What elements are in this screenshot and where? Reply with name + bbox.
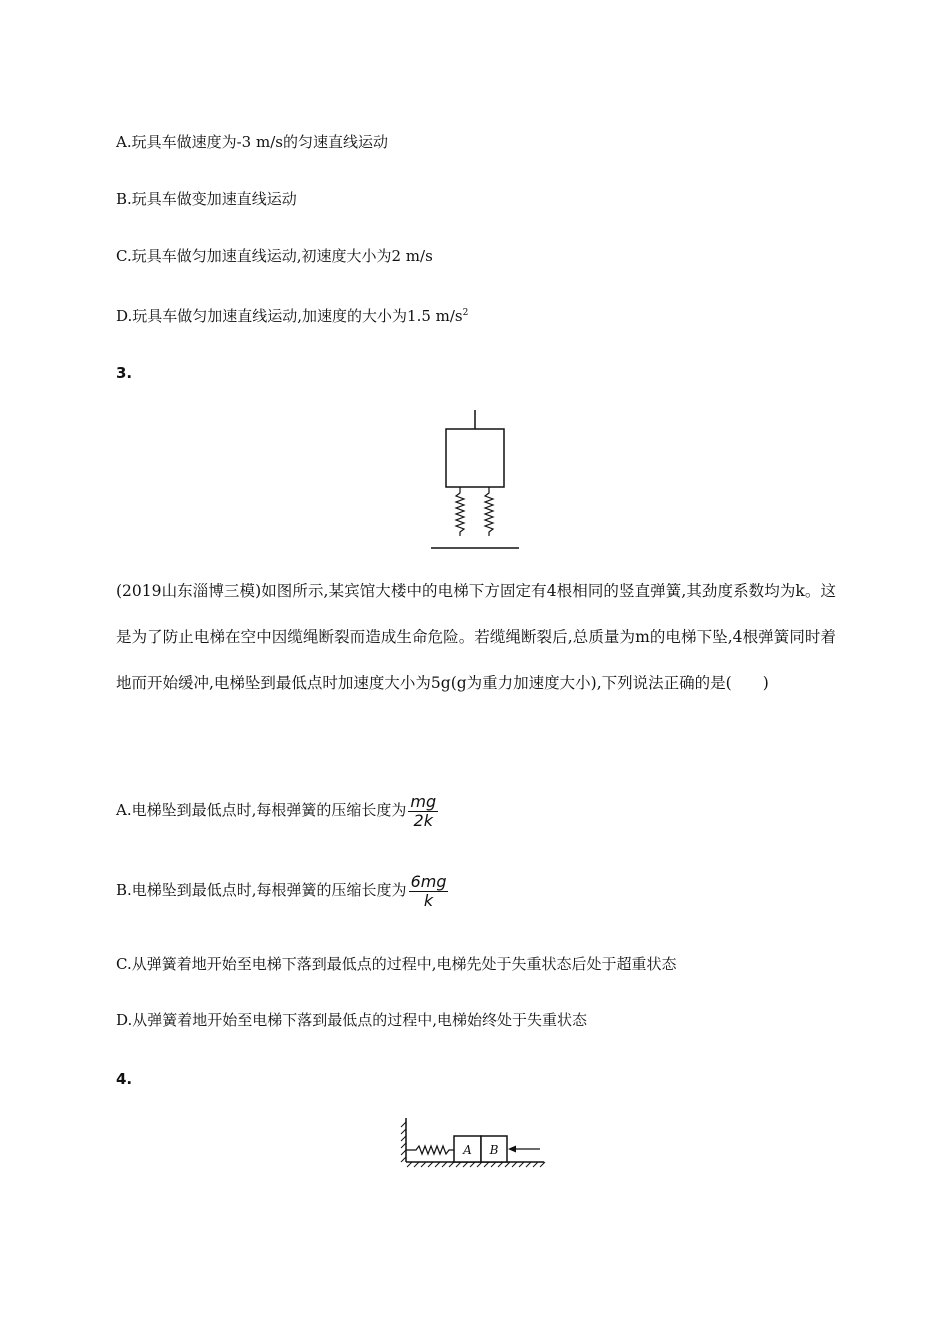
force-arrow-head [508, 1146, 516, 1153]
q2-option-b: B.玩具车做变加速直线运动 [116, 190, 297, 208]
block-b-label: B [489, 1143, 499, 1157]
fraction-numerator: mg [410, 791, 437, 811]
q2-option-d [116, 303, 468, 326]
elevator-car [446, 429, 504, 487]
q3-option-c: C.从弹簧着地开始至电梯下落到最低点的过程中,电梯先处于失重状态后处于超重状态 [116, 955, 677, 973]
q2-option-d-superscript: 2 [462, 308, 469, 318]
spring-blocks-diagram [398, 1112, 548, 1172]
q2-option-c: C.玩具车做匀加速直线运动,初速度大小为2 m/s [116, 247, 433, 265]
q4-number: 4. [116, 1070, 133, 1088]
horizontal-spring [406, 1146, 454, 1154]
q3-option-a-fraction [408, 793, 438, 830]
q2-option-d-text: D.玩具车做匀加速直线运动,加速度的大小为1.5 m/s [116, 307, 463, 325]
q3-option-a-text: A.电梯坠到最低点时,每根弹簧的压缩长度为 [116, 801, 407, 819]
fraction-numerator: 6mg [410, 871, 447, 891]
block-a-label: A [463, 1143, 472, 1157]
elevator-spring-diagram [425, 405, 525, 555]
q3-option-d: D.从弹簧着地开始至电梯下落到最低点的过程中,电梯始终处于失重状态 [116, 1011, 588, 1029]
q2-option-a: A.玩具车做速度为-3 m/s的匀速直线运动 [116, 133, 388, 151]
fraction-denominator: 2k [413, 810, 433, 830]
fraction-denominator: k [423, 890, 434, 910]
spring-left [456, 487, 464, 536]
q3-question-text: (2019山东淄博三模)如图所示,某宾馆大楼中的电梯下方固定有4根相同的竖直弹簧,其劲度系数均为k。这是为了防止电梯在空中因缆绳断裂而造成生命危险。若缆绳断裂后,总质量为m的电梯下坠,4根弹簧同时着地而开始缓冲,电梯坠到最低点时加速度大小为5g(g为重力加速度大小),下列说法正确的是( ) [116, 582, 836, 692]
q3-option-b-fraction [409, 873, 449, 910]
q3-option-b-text: B.电梯坠到最低点时,每根弹簧的压缩长度为 [116, 881, 407, 899]
q3-option-a [116, 790, 438, 830]
spring-right [485, 487, 493, 536]
q3-number: 3. [116, 364, 133, 382]
q3-option-b [116, 870, 448, 910]
